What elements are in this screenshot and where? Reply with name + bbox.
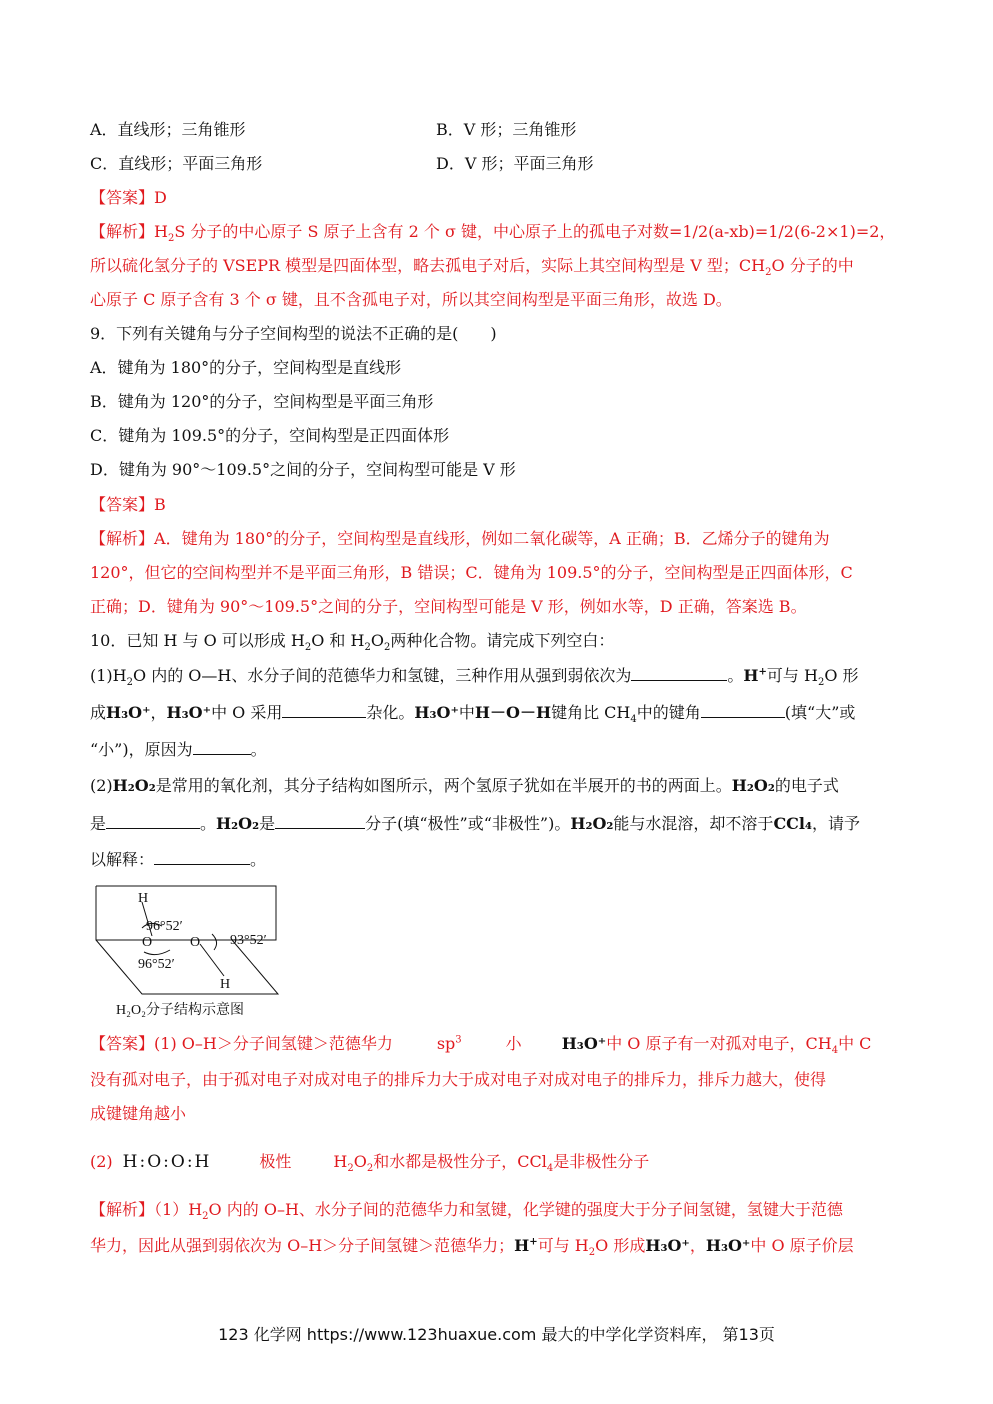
q10-answer-line-2: 没有孤对电子，由于孤对电子对成对电子的排斥力大于成对电子对成对电子的排斥力，排斥力越大，使得 — [90, 1070, 827, 1089]
h2o2-structure-figure — [92, 884, 282, 1020]
q10-answer-line-1: 【答案】(1) O–H＞分子间氢键＞范德华力 $sp^3$ 小 H₃O⁺中 O 原子有一对孤对电子，$CH_4$中 C — [90, 1034, 872, 1057]
q10-answer-line-4: (2) H:O:O:H 极性 $H_2O_2$和水都是极性分子，CCl$_4$是非极性分子 — [90, 1152, 650, 1175]
q10-explanation-line-2: 华力，因此从强到弱依次为 O–H＞分子间氢键＞范德华力；H+可与 $H_2O$ 形成H₃O⁺，H₃O⁺中 O 原子价层 — [90, 1236, 854, 1259]
q10-part1-line-2: 成H₃O⁺，H₃O⁺中 O 采用 杂化。H₃O⁺中H－O－H键角比 $CH_4$中的键角 (填“大”或 — [90, 703, 856, 726]
q10-part2-line-2: 是 。H₂O₂是 分子(填“极性”或“非极性”)。H₂O₂能与水混溶，却不溶于CCl₄，请予 — [90, 814, 861, 833]
fig-angle-1: 96°52′ — [146, 919, 183, 934]
answer-blank[interactable] — [193, 740, 251, 755]
q10-stem: 10．已知 H 与 O 可以形成 $H_2O$ 和 $H_2O_2$两种化合物。请完成下列空白： — [90, 631, 615, 654]
q8-explanation-line-2: 所以硫化氢分子的 VSEPR 模型是四面体型，略去孤电子对后，实际上其空间构型是 V 型；$CH_2O$ 分子的中 — [90, 256, 854, 279]
q10-explanation-line-1: 【解析】$(1)H_2O$ 内的 O–H、水分子间的范德华力和氢键，化学键的强度大于分子间氢键，氢键大于范德 — [90, 1200, 843, 1223]
q8-option-d: D．V 形；平面三角形 — [436, 154, 594, 173]
fig-angle-3: 96°52′ — [138, 957, 175, 972]
q9-explanation-line-2: 120°，但它的空间构型并不是平面三角形，B 错误；C．键角为 109.5°的分子，空间构型是正四面体形，C — [90, 563, 853, 582]
fig-o-2: O — [190, 935, 201, 950]
q9-option-c: C．键角为 109.5°的分子，空间构型是正四面体形 — [90, 426, 450, 445]
q10-part1-line-1: $(1)H_2O$ 内的 O—H、水分子间的范德华力和氢键，三种作用从强到弱依次为 。H+可与 $H_2O$ 形 — [90, 666, 859, 689]
answer-blank[interactable] — [282, 703, 366, 718]
answer-blank[interactable] — [701, 703, 785, 718]
q9-explanation-line-1: 【解析】A．键角为 180°的分子，空间构型是直线形，例如二氧化碳等，A 正确；B．乙烯分子的键角为 — [90, 529, 830, 548]
answer-tag: 【答案】 — [90, 188, 155, 207]
answer-blank[interactable] — [275, 814, 365, 829]
q10-part2-line-3: 以解释： 。 — [90, 850, 267, 869]
page-footer: 123 化学网 https://www.123huaxue.com 最大的中学化学资料库， 第13页 — [218, 1325, 775, 1344]
fig-caption: H₂O₂分子结构示意图 — [116, 1003, 244, 1018]
q8-answer: 【答案】D — [90, 188, 167, 207]
q10-part2-line-1: (2)H₂O₂是常用的氧化剂，其分子结构如图所示，两个氢原子犹如在半展开的书的两面上。H₂O₂的电子式 — [90, 776, 839, 795]
q10-answer-line-3: 成键键角越小 — [90, 1104, 187, 1123]
fig-angle-2: 93°52′ — [230, 933, 267, 948]
fig-h-bottom: H — [220, 977, 231, 992]
q8-option-c: C．直线形；平面三角形 — [90, 154, 263, 173]
q9-stem: 9．下列有关键角与分子空间构型的说法不正确的是( ) — [90, 324, 497, 343]
answer-blank[interactable] — [631, 666, 727, 681]
q9-option-b: B．键角为 120°的分子，空间构型是平面三角形 — [90, 392, 434, 411]
q8-option-b: B．V 形；三角锥形 — [436, 120, 577, 139]
q9-option-a: A．键角为 180°的分子，空间构型是直线形 — [90, 358, 402, 377]
answer-blank[interactable] — [106, 814, 200, 829]
electron-formula: H:O:O:H — [122, 1152, 212, 1172]
answer-blank[interactable] — [154, 850, 250, 865]
q8-option-a: A．直线形；三角锥形 — [90, 120, 246, 139]
q8-explanation-line-3: 心原子 C 原子含有 3 个 σ 键，且不含孤电子对，所以其空间构型是平面三角形，故选 D。 — [90, 290, 732, 309]
fig-h-top: H — [138, 891, 149, 906]
q9-explanation-line-3: 正确；D．键角为 90°～109.5°之间的分子，空间构型可能是 V 形，例如水等，D 正确，答案选 B。 — [90, 597, 807, 616]
q8-explanation-line-1: 【解析】$H_2S$ 分子的中心原子 S 原子上含有 2 个 σ 键，中心原子上的孤电子对数=1/2(a-xb)=1/2(6-2×1)=2， — [90, 222, 896, 245]
q9-answer: 【答案】B — [90, 495, 166, 514]
q10-part1-line-3: “小”)，原因为 。 — [90, 740, 267, 759]
fig-o-1: O — [142, 935, 153, 950]
q9-option-d: D．键角为 90°～109.5°之间的分子，空间构型可能是 V 形 — [90, 460, 516, 479]
